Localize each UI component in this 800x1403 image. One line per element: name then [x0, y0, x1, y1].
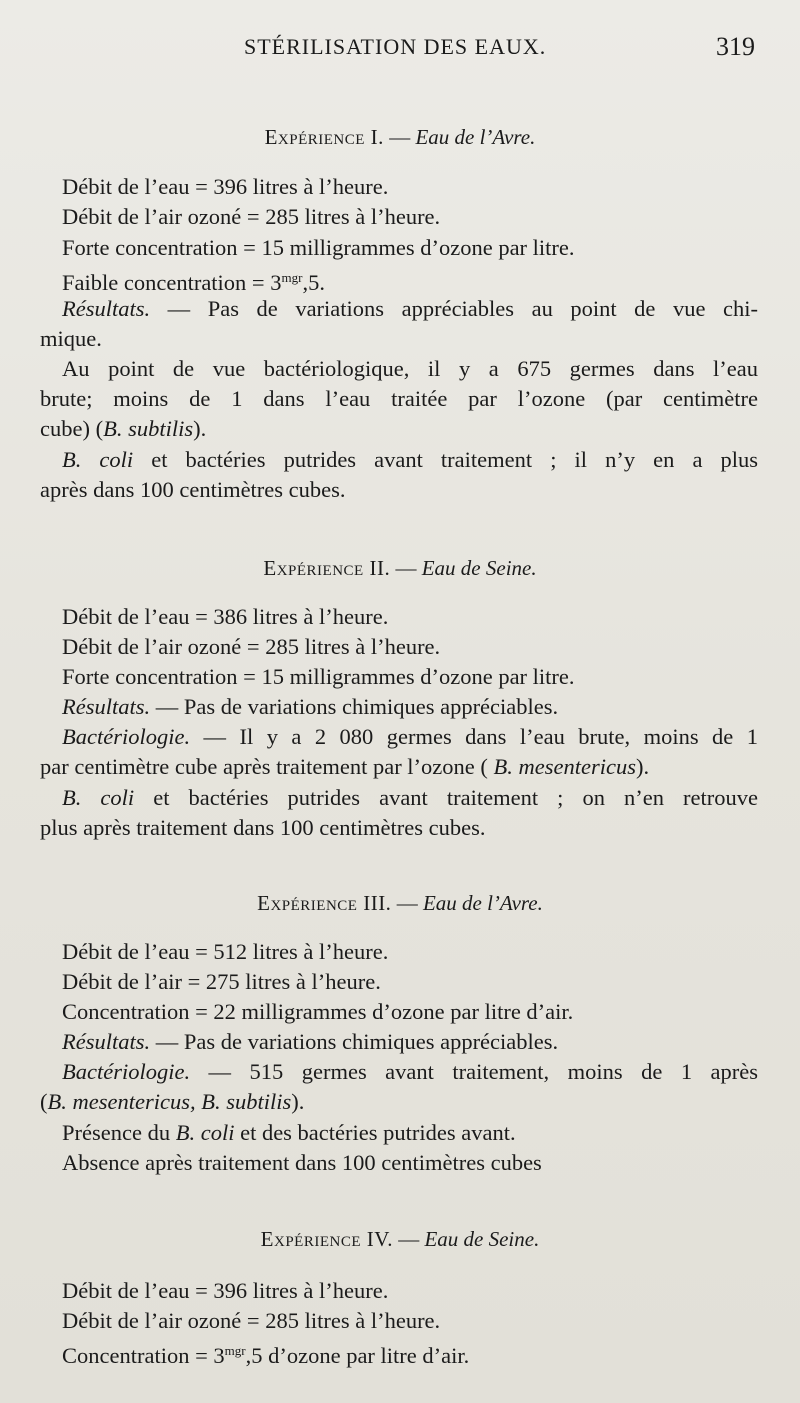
exp3-absence: Absence après traitement dans 100 centimètres cubes: [62, 1150, 542, 1175]
exp4-debit-eau: Débit de l’eau = 396 litres à l’heure.: [62, 1278, 389, 1303]
exp3-debit-eau: Débit de l’eau = 512 litres à l’heure.: [62, 939, 389, 964]
exp3-resultats: Résultats. — Pas de variations chimiques appréciables.: [62, 1029, 559, 1054]
running-title: STÉRILISATION DES EAUX.: [244, 34, 547, 59]
page-number: 319: [716, 32, 755, 61]
exp2-coli-1: B. coli et bactéries putrides avant traitement ; on n’en retrouve: [62, 785, 759, 810]
exp1-coli-2: après dans 100 centimètres cubes.: [40, 477, 346, 502]
exp1-debit-air: Débit de l’air ozoné = 285 litres à l’heure.: [62, 204, 441, 229]
exp3-concentration: Concentration = 22 milligrammes d’ozone par litre d’air.: [62, 999, 574, 1024]
exp3-presence: Présence du B. coli et des bactéries putrides avant.: [62, 1120, 516, 1145]
exp4-debit-air: Débit de l’air ozoné = 285 litres à l’heure.: [62, 1308, 441, 1333]
exp2-coli-2: plus après traitement dans 100 centimètres cubes.: [40, 815, 486, 840]
exp1-bacterio-1: Au point de vue bactériologique, il y a 675 germes dans l’eau: [62, 356, 758, 381]
exp3-bacterio-1: Bactériologie. — 515 germes avant traitement, moins de 1 après: [62, 1059, 758, 1084]
exp4-concentration: Concentration = $3^{mgr},5$ d’ozone par litre d’air.: [62, 1343, 470, 1368]
experiment-3-title: Expérience III. — Eau de l’Avre.: [257, 891, 543, 915]
exp1-debit-eau: Débit de l’eau = 396 litres à l’heure.: [62, 174, 389, 199]
exp1-bacterio-2: brute; moins de 1 dans l’eau traitée par l’ozone (par centimètre: [40, 386, 758, 411]
exp2-debit-eau: Débit de l’eau = 386 litres à l’heure.: [62, 604, 389, 629]
exp1-faible-concentration: Faible concentration = $3^{mgr},5$.: [62, 270, 325, 295]
exp2-forte-concentration: Forte concentration = 15 milligrammes d’ozone par litre.: [62, 664, 575, 689]
exp1-coli-1: B. coli et bactéries putrides avant traitement ; il n’y en a plus: [62, 447, 759, 472]
running-head: [0, 34, 800, 64]
experiment-4-title: Expérience IV. — Eau de Seine.: [260, 1227, 540, 1251]
exp3-debit-air: Débit de l’air = 275 litres à l’heure.: [62, 969, 381, 994]
exp1-bacterio-3: cube) (B. subtilis).: [40, 416, 207, 441]
exp1-forte-concentration: Forte concentration = 15 milligrammes d’ozone par litre.: [62, 235, 575, 260]
exp2-resultats: Résultats. — Pas de variations chimiques appréciables.: [62, 694, 559, 719]
exp1-resultats: Résultats. — Pas de variations appréciables au point de vue chi-: [62, 296, 758, 321]
exp2-bacterio-2: par centimètre cube après traitement par l’ozone ( B. mesentericus).: [40, 754, 650, 779]
exp2-bacterio-1: Bactériologie. — Il y a 2 080 germes dans l’eau brute, moins de 1: [62, 724, 758, 749]
experiment-2-title: Expérience II. — Eau de Seine.: [263, 556, 537, 580]
exp3-bacterio-2: (B. mesentericus, B. subtilis).: [40, 1089, 305, 1114]
exp1-resultats-cont: mique.: [40, 326, 102, 351]
exp2-debit-air: Débit de l’air ozoné = 285 litres à l’heure.: [62, 634, 441, 659]
experiment-1-title: Expérience I. — Eau de l’Avre.: [264, 125, 536, 149]
